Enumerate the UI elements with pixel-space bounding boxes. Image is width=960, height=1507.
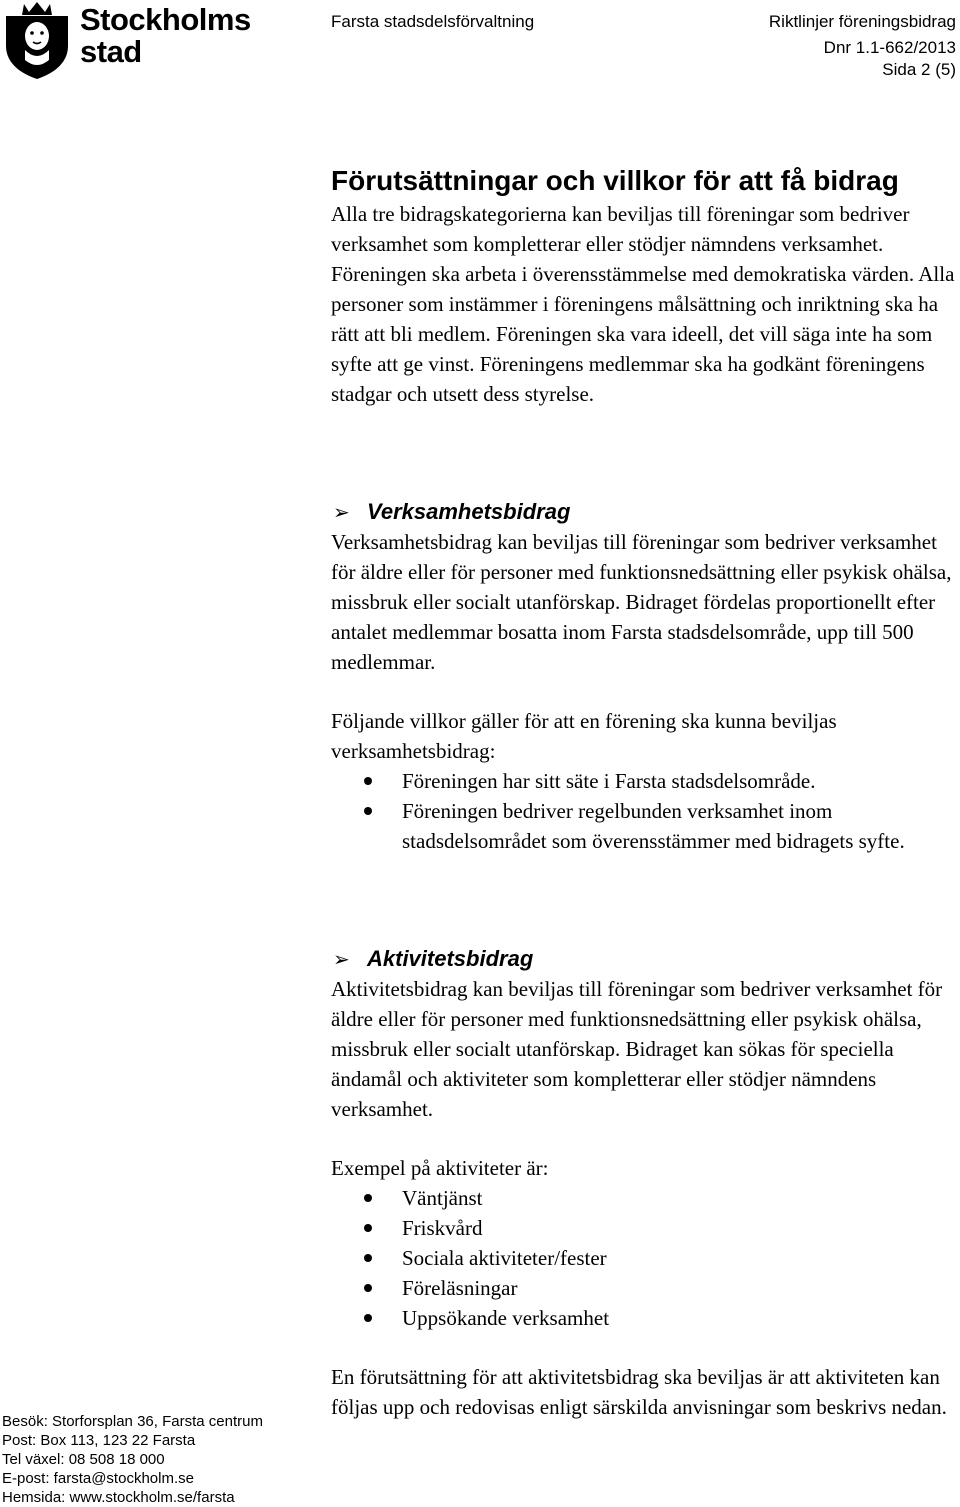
list-item xyxy=(331,796,955,856)
bullet-icon xyxy=(364,777,372,785)
footer-website[interactable]: Hemsida: www.stockholm.se/farsta xyxy=(2,1489,235,1506)
list-item xyxy=(331,1213,955,1243)
section-heading-text: Verksamhetsbidrag xyxy=(367,499,571,524)
stockholms-stad-logo xyxy=(2,0,251,82)
bullet-icon xyxy=(364,1224,372,1232)
section-heading xyxy=(331,944,955,974)
footer-email[interactable]: E-post: farsta@stockholm.se xyxy=(2,1470,194,1487)
section-heading xyxy=(331,497,955,527)
list-item-text: Friskvård xyxy=(402,1216,483,1240)
bullet-icon xyxy=(364,807,372,815)
arrow-bullet-icon: ➢ xyxy=(333,500,350,524)
verksamhetsbidrag-section xyxy=(331,497,955,856)
bullet-icon xyxy=(364,1194,372,1202)
bullet-icon xyxy=(364,1314,372,1322)
office-name: Farsta stadsdelsförvaltning xyxy=(331,12,535,31)
document-number: Dnr 1.1-662/2013 xyxy=(823,38,956,57)
logo-text-line2: stad xyxy=(80,34,142,69)
conditions-intro: Följande villkor gäller för att en förening ska kunna beviljas verksamhetsbidrag: xyxy=(331,709,837,763)
page-number: Sida 2 (5) xyxy=(882,60,956,79)
bullet-icon xyxy=(364,1254,372,1262)
section-paragraph: Verksamhetsbidrag kan beviljas till föreningar som bedriver verksamhet för äldre eller för personer med funktionsnedsättning eller psykisk ohälsa, missbruk eller socialt utanförskap. Bidraget fördelas proportionellt efter antalet medlemmar bosatta inom Farsta stadsdelsområde, upp till 500 medlemmar. xyxy=(331,530,952,674)
page-title: Förutsättningar och villkor för att få bidrag xyxy=(331,165,899,196)
section-heading-text: Aktivitetsbidrag xyxy=(367,946,534,971)
arrow-bullet-icon: ➢ xyxy=(333,947,350,971)
examples-list xyxy=(331,1183,955,1333)
logo-text-line1: Stockholms xyxy=(80,2,251,37)
list-item-text: Föreläsningar xyxy=(402,1276,518,1300)
list-item-text: Uppsökande verksamhet xyxy=(402,1306,610,1330)
list-item xyxy=(331,1303,955,1333)
footer-phone: Tel växel: 08 508 18 000 xyxy=(2,1451,165,1468)
section-paragraph: Aktivitetsbidrag kan beviljas till föreningar som bedriver verksamhet för äldre eller för personer med funktionsnedsättning eller psykisk ohälsa, missbruk eller socialt utanförskap. Bidraget kan sökas för speciella ändamål och aktiviteter som kompletterar eller stödjer nämndens verksamhet. xyxy=(331,977,943,1121)
list-item xyxy=(331,1243,955,1273)
aktivitetsbidrag-section xyxy=(331,944,955,1422)
list-item-text: Väntjänst xyxy=(402,1186,483,1210)
conditions-list xyxy=(331,766,955,856)
list-item xyxy=(331,1273,955,1303)
examples-intro: Exempel på aktiviteter är: xyxy=(331,1156,549,1180)
list-item-text: Sociala aktiviteter/fester xyxy=(402,1246,607,1270)
bullet-icon xyxy=(364,1284,372,1292)
closing-paragraph: En förutsättning för att aktivitetsbidrag ska beviljas är att aktiviteten kan följas upp och redovisas enligt särskilda anvisningar som beskrivs nedan. xyxy=(331,1365,947,1419)
footer-contact xyxy=(2,1412,263,1507)
intro-section xyxy=(331,163,955,409)
footer-visit: Besök: Storforsplan 36, Farsta centrum xyxy=(2,1413,263,1430)
footer-post: Post: Box 113, 123 22 Farsta xyxy=(2,1432,196,1449)
list-item xyxy=(331,1183,955,1213)
document-title: Riktlinjer föreningsbidrag xyxy=(768,12,956,31)
list-item xyxy=(331,766,955,796)
intro-paragraph: Alla tre bidragskategorierna kan beviljas till föreningar som bedriver verksamhet som kompletterar eller stödjer nämndens verksamhet. Föreningen ska arbeta i överensstämmelse med demokratiska värden. Alla personer som instämmer i föreningens målsättning och inriktning ska ha rätt att bli medlem. Föreningen ska vara ideell, det vill säga inte ha som syfte att ge vinst. Föreningens medlemmar ska ha godkänt föreningens stadgar och utsett dess styrelse. xyxy=(331,202,955,406)
stockholm-crest-icon xyxy=(2,0,72,80)
list-item-text: Föreningen har sitt säte i Farsta stadsdelsområde. xyxy=(402,769,816,793)
list-item-text: Föreningen bedriver regelbunden verksamhet inom stadsdelsområdet som överensstämmer med bidragets syfte. xyxy=(402,799,905,853)
